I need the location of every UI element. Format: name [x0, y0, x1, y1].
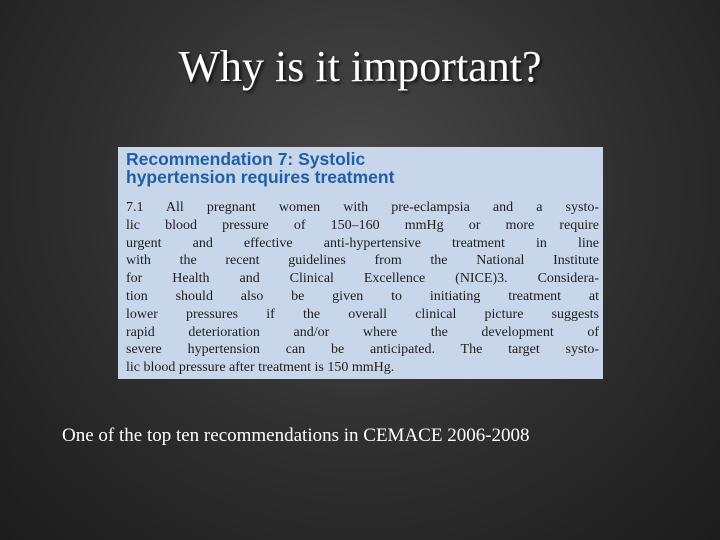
- recommendation-excerpt-image: [118, 147, 603, 379]
- recommendation-body-line: lower pressures if the overall clinical picture suggests: [126, 306, 599, 322]
- recommendation-heading-line-2: hypertension requires treatment: [126, 167, 395, 187]
- recommendation-heading: [126, 150, 599, 186]
- recommendation-body-line: rapid deterioration and/or where the development of: [126, 324, 599, 340]
- recommendation-body-line: urgent and effective anti-hypertensive treatment in line: [126, 235, 599, 251]
- recommendation-body-line: severe hypertension can be anticipated. The target systo-: [126, 342, 599, 358]
- recommendation-body-line: for Health and Clinical Excellence (NICE)3. Considera-: [126, 271, 599, 287]
- recommendation-body: [126, 199, 599, 377]
- recommendation-body-line: with the recent guidelines from the National Institute: [126, 253, 599, 269]
- recommendation-body-line: 7.1 All pregnant women with pre-eclampsia and a systo-: [126, 200, 599, 215]
- recommendation-heading-line-1: Recommendation 7: Systolic: [126, 149, 366, 169]
- recommendation-body-line: tion should also be given to initiating treatment at: [126, 288, 599, 304]
- slide-title: Why is it important?: [178, 42, 542, 91]
- slide-caption: One of the top ten recommendations in CEMACE 2006-2008: [62, 425, 530, 446]
- recommendation-body-line: lic blood pressure after treatment is 150 mmHg.: [126, 360, 395, 376]
- recommendation-body-line: lic blood pressure of 150–160 mmHg or more require: [126, 217, 599, 233]
